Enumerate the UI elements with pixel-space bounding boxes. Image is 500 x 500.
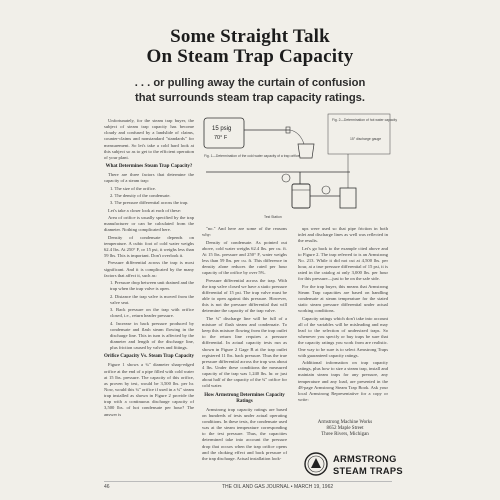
subhead-line-1: . . . or pulling away the curtain of confusion (134, 77, 366, 89)
headline-line-2: On Steam Trap Capacity (146, 46, 354, 67)
footer-divider (104, 481, 392, 482)
tank-temperature-label: 70° F (214, 135, 228, 141)
list-item: 1. Pressure drop between unit drained and the trap when the trap valve is open. (110, 280, 194, 292)
paragraph: "no." And here are some of the reasons why: (202, 226, 287, 238)
brand-name (333, 453, 403, 477)
subhead-line-2: that surrounds steam trap capacity ratings. (134, 92, 366, 104)
article-column-2 (202, 226, 287, 461)
paragraph: Let's take a closer look at each of these: (108, 207, 182, 213)
address-line: 8652 Maple Street (326, 426, 364, 431)
receiver-tank (340, 188, 356, 208)
paragraph: ups were used so that pipe friction in both inlet and discharge lines as well was reflected in the results. (298, 226, 388, 244)
headline-line-1: Some Straight Talk (170, 26, 330, 47)
paragraph: Pressure differential across the trap is most significant. And it is complicated by the many factors that affect it, such as: (104, 260, 194, 278)
pressure-tank (204, 118, 244, 148)
gauge-a-icon (282, 174, 290, 182)
brand-line-1: ARMSTRONG (333, 454, 397, 464)
figure-1-caption: Fig. 1—Determination of the cold water capacity of a trap orifice. (204, 154, 301, 158)
brand-line-2: STEAM TRAPS (333, 466, 403, 476)
steam-trap (292, 184, 310, 208)
section-heading-how-armstrong: How Armstrong Determines Capacity Ratings (204, 392, 285, 404)
list-item: 3. The pressure differential across the trap. (110, 200, 189, 206)
company-address (305, 420, 385, 438)
paragraph: Pressure differential across the trap. With the trap valve closed we have a static pressure differential of 15 psi. The trap valve must be able to open against this pressure. However, this is not the pressure differential that will determine the capacity of the trap valve. (202, 277, 287, 314)
paragraph: Capacity ratings which don't take into account all of the variables will be misleading and may lead to the selection of undersized traps. So whenever you specify or buy traps be sure that the capacity ratings you work from are realistic. One way to be sure is to select Armstrong Traps with guaranteed capacity ratings. (298, 315, 388, 358)
test-station-label: Test Station (264, 215, 282, 219)
list-item: 4. Increase in back pressure produced by condensate and flash steam flowing in the discharge line. This in turn is affected by the diameter and length of the discharge line, plus friction caused by valves and fittings. (110, 320, 194, 351)
paragraph: The ¾" discharge line will be full of a mixture of flash steam and condensate. To keep this mixture flowing from the trap outlet to the return line requires a pressure differential. In actual capacity tests run as shown in Figure 2 Gage B at the trap outlet registered 11 lbs. back pressure. Thus the true pressure differential across the trap was about 4 lbs. Under these conditions the measured capacity of the trap was 1,240 lbs. hr. or just about half of the capacity of the ¾" orifice for cold water. (202, 315, 287, 389)
list-item: 2. The density of the condensate. (110, 192, 171, 198)
paragraph: Density of condensate depends on temperature. A cubic foot of cold water weighs 62.4 lbs. At 250° F, or 15 psi, it weighs less than 59 lbs. This is important. Don't overlook it. (104, 234, 194, 259)
article-column-3 (298, 226, 388, 426)
paragraph: Area of orifice is usually specified by the trap manufacturer or can be calculated from the diameter. Nothing complicated here. (104, 214, 194, 233)
list-item: 3. Back pressure on the trap with orifice closed, i.e., return header pressure. (110, 307, 194, 319)
paragraph: Density of condensate. As pointed out above, cold water weighs 62.4 lbs. per cu. ft. At 15 lbs. pressure and 250° F, water weighs less than 59 lbs. per cu. ft. This difference in density alone reduces the rated per hour capacity of the orifice by over 5%. (202, 239, 287, 276)
steam-trap-test-diagram (200, 110, 398, 222)
figure-2-caption: Fig. 2—Determination of hot water capacity (332, 118, 398, 122)
intro-paragraph: Unfortunately, for the steam trap buyer, the subject of steam trap capacity has become cloudy and confused by a landslide of claims, counter-claims and nonstandard "standards" for measurement. So let's take a cold hard look at this subject so as to get to the efficient operation of your plant. (104, 118, 194, 160)
water-stream (290, 130, 304, 144)
list-item: 1. The size of the orifice. (110, 185, 156, 191)
journal-footer: THE OIL AND GAS JOURNAL • MARCH 19, 1962 (222, 484, 334, 490)
address-line: Armstrong Machine Works (317, 420, 373, 425)
paragraph: There are three factors that determine the capacity of a steam trap: (104, 172, 194, 184)
paragraph: Additional information on trap capacity ratings, plus how to size a steam trap, install and maintain steam traps for any pressure, any temperature and any load, are presented in the 48-page Armstrong Steam Trap Book. Ask your local Armstrong Representative for a copy or write: (298, 360, 388, 402)
paragraph: Armstrong trap capacity ratings are based on hundreds of tests under actual operating conditions. In these tests, the condensate used was at the steam temperature corresponding to the test pressure. Thus, the capacities determined take into account the pressure drop that occurs when the trap orifice opens and the choking effect and back pressure of the trap discharge. Actual installation look- (202, 406, 287, 461)
tank-pressure-label: 15 psig (212, 126, 232, 132)
list-item: 2. Distance the trap valve is moved from the valve seat. (110, 293, 194, 305)
paragraph: Figure 1 shows a ¾" diameter sharp-edged orifice at the end of a pipe filled with cold water at 15 lbs. pressure. The capacity of this orifice, as proven by test, would be 3,500 lbs. per hr. Now, would this ¾" orifice if used in a ¾" steam trap installed as shown in Figure 2 provide the trap with a continuous discharge capacity of 3,500 lbs. of hot condensate per hour? The answer is (104, 362, 194, 417)
flow-label: 15° discharge gauge (350, 137, 382, 141)
page-number: 46 (104, 484, 110, 490)
paragraph: Let's go back to the example cited above and to Figure 2. The trap referred to is an Armstrong No. 213. While it did not cut at 4,500 lbs. per hour, at a true pressure differential of 15 psi, it is rated in the catalog at only 3,000 lbs. per hour for this pressure—just to be on the safe side. (298, 245, 388, 282)
address-line: Three Rivers, Michigan (321, 432, 369, 437)
section-heading-orifice-capacity: Orifice Capacity Vs. Steam Trap Capacity (104, 354, 194, 360)
gauge-b-icon (322, 186, 330, 194)
paragraph: For the trap buyer, this means that Armstrong Steam Trap capacities are based on handling condensate at steam temperature for the stated static steam pressure differential under actual working conditions. (298, 283, 388, 314)
section-heading-what-determines: What Determines Steam Trap Capacity? (105, 164, 193, 170)
article-column-1 (104, 118, 194, 443)
